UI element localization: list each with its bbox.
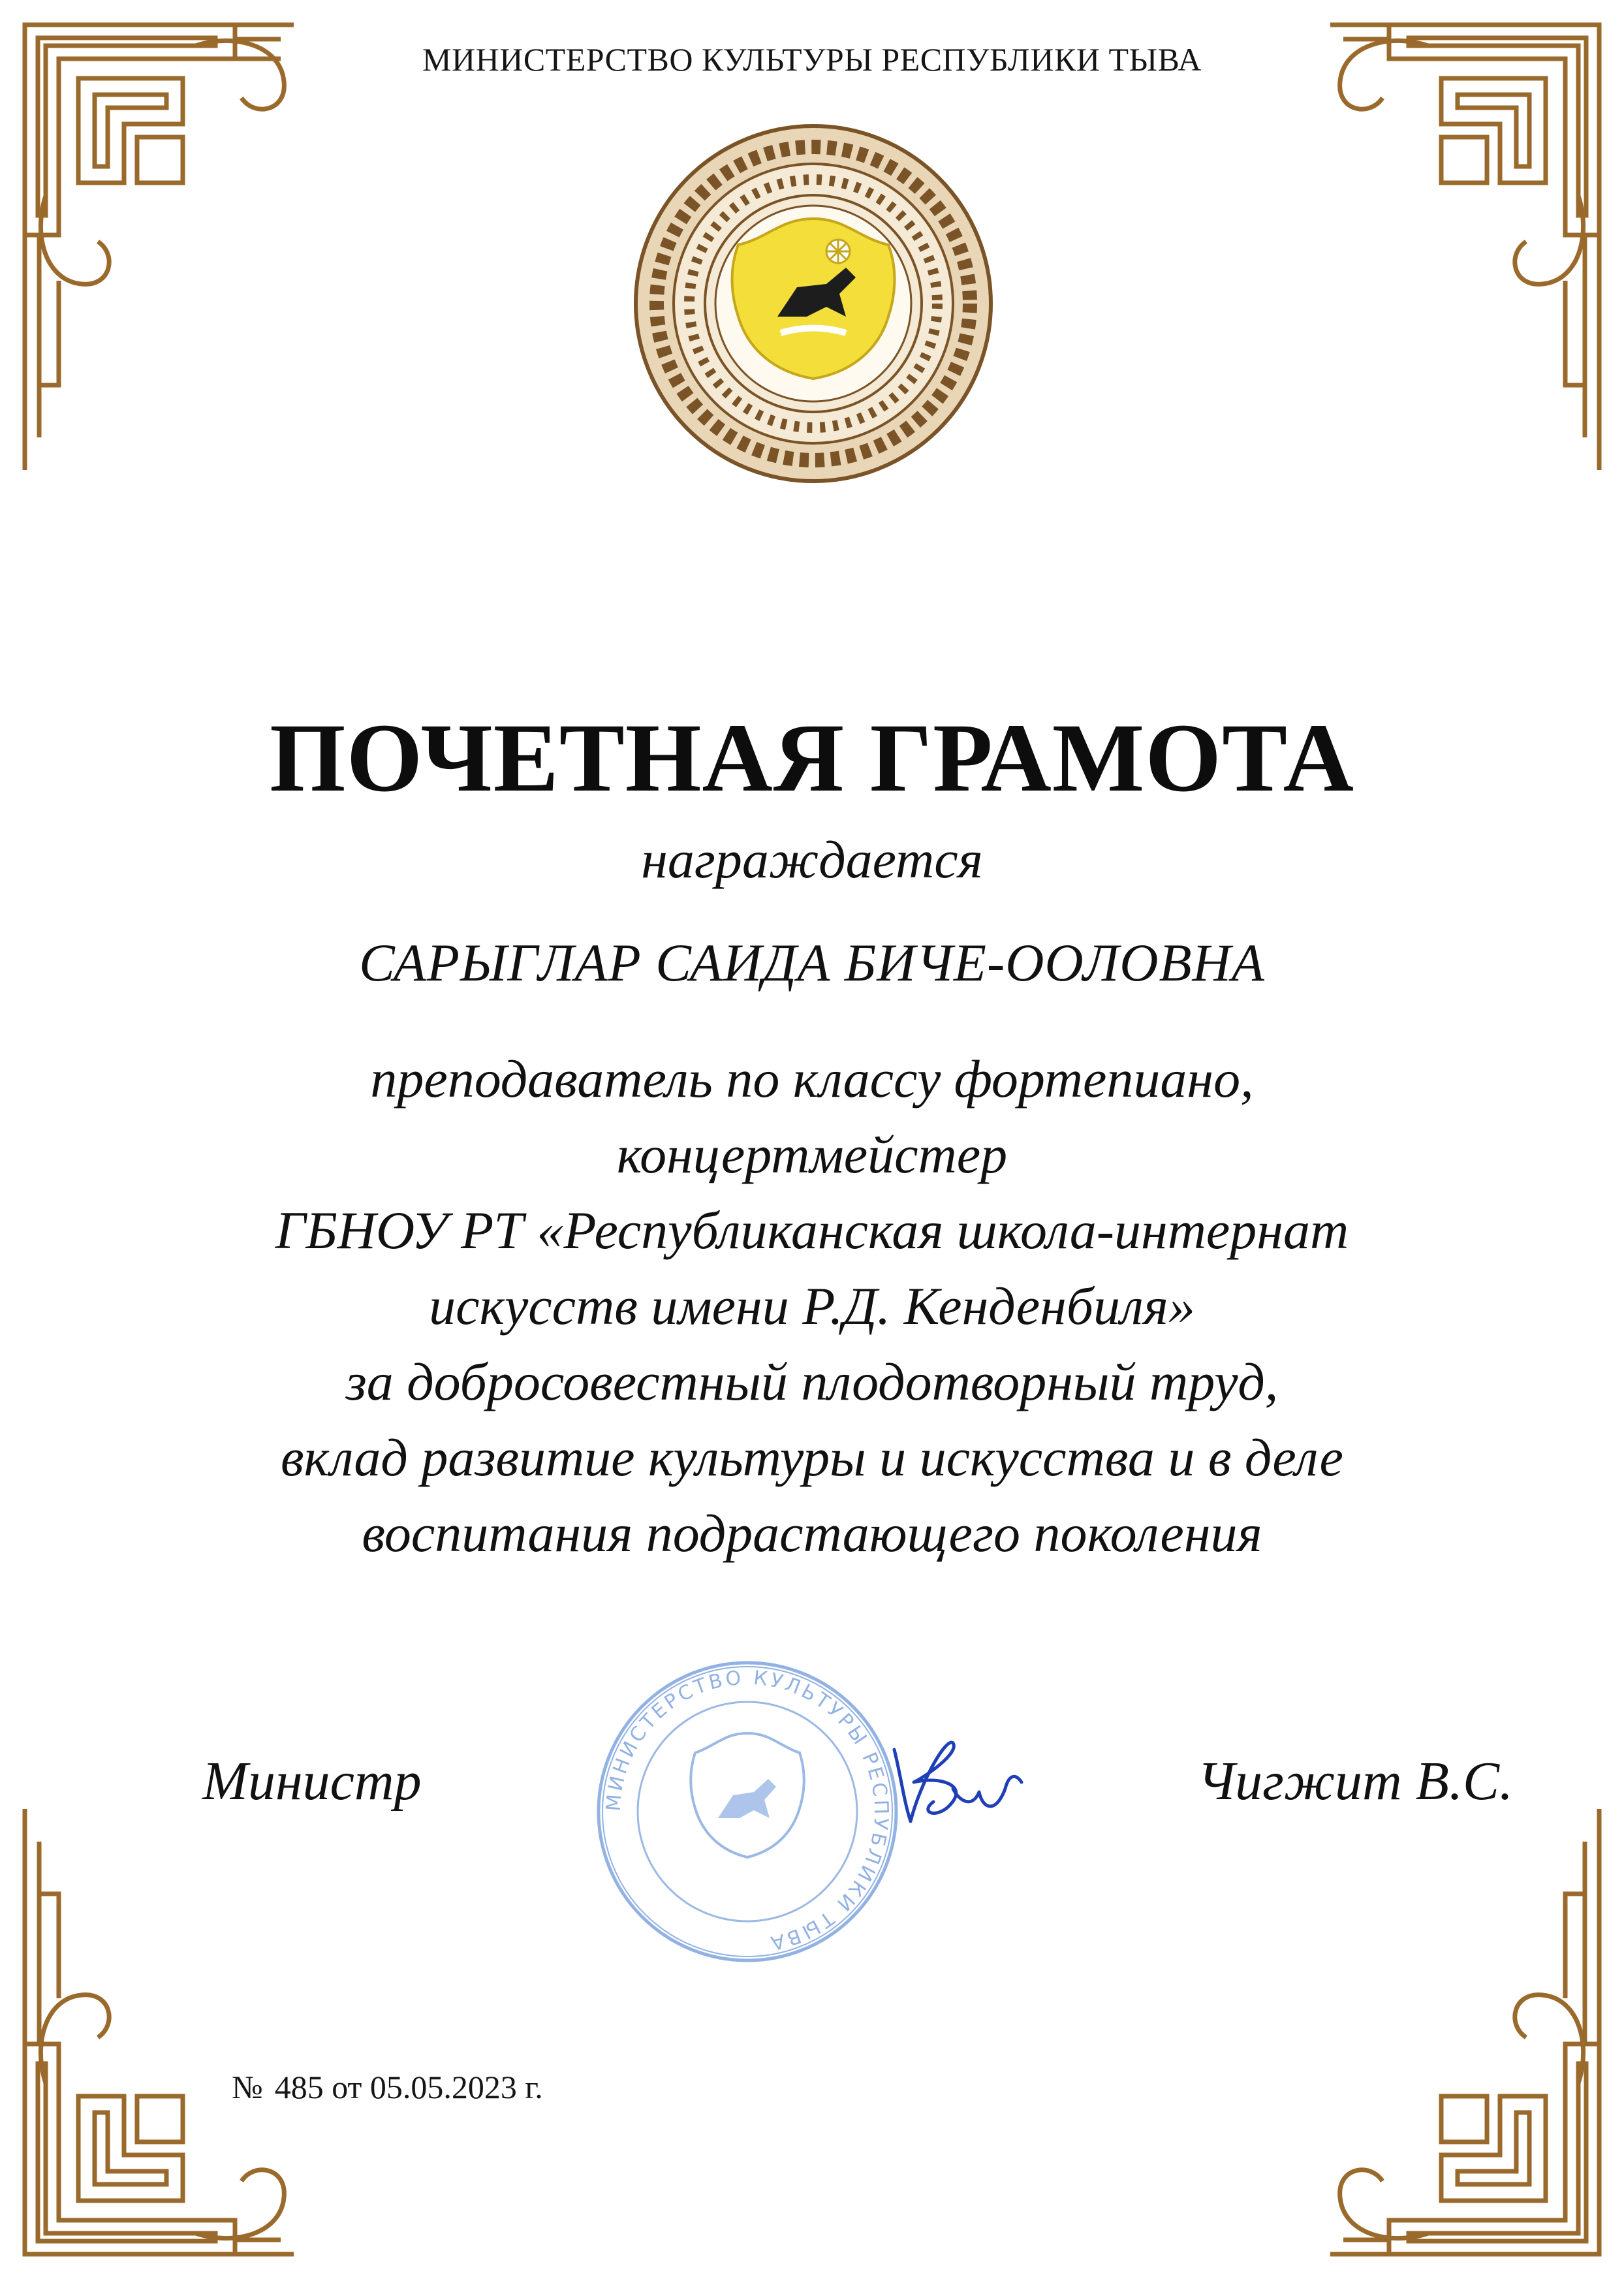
signer-position: Министр [202,1751,422,1812]
award-line: преподаватель по классу фортепиано, [370,1049,1254,1108]
signer-name: Чигжит В.С. [1197,1751,1513,1812]
ornament-corner-icon [1324,20,1604,477]
ornament-corner-icon [20,1802,300,2259]
award-description [0,1041,1624,1571]
award-line: воспитания подрастающего поколения [362,1503,1262,1563]
award-line: ГБНОУ РТ «Республиканская школа-интернат [275,1201,1349,1260]
ornament-corner-icon [20,20,300,477]
award-line: искусств имени Р.Д. Кенденбиля» [429,1276,1195,1336]
document-number [232,2068,555,2106]
signature-icon [875,1710,1031,1841]
award-line: вклад развитие культуры и искусства и в деле [281,1428,1343,1487]
recipient-name: САРЫГЛАР САИДА БИЧЕ-ООЛОВНА [359,933,1265,992]
seal-text: МИНИСТЕРСТВО КУЛЬТУРЫ РЕСПУБЛИКИ ТЫВА [602,1666,893,1955]
award-verb: награждается [641,830,983,889]
award-line: за добросовестный плодотворный труд, [345,1352,1279,1411]
tuva-emblem-icon [631,121,996,486]
number-symbol: № [232,2069,263,2105]
award-line: концертмейстер [616,1125,1008,1184]
ministry-header: МИНИСТЕРСТВО КУЛЬТУРЫ РЕСПУБЛИКИ ТЫВА [422,41,1202,78]
ornament-corner-icon [1324,1802,1604,2259]
number-text: 485 от 05.05.2023 г. [274,2069,543,2105]
certificate-title: ПОЧЕТНАЯ ГРАМОТА [270,704,1354,812]
ministry-seal-icon [591,1655,904,1968]
